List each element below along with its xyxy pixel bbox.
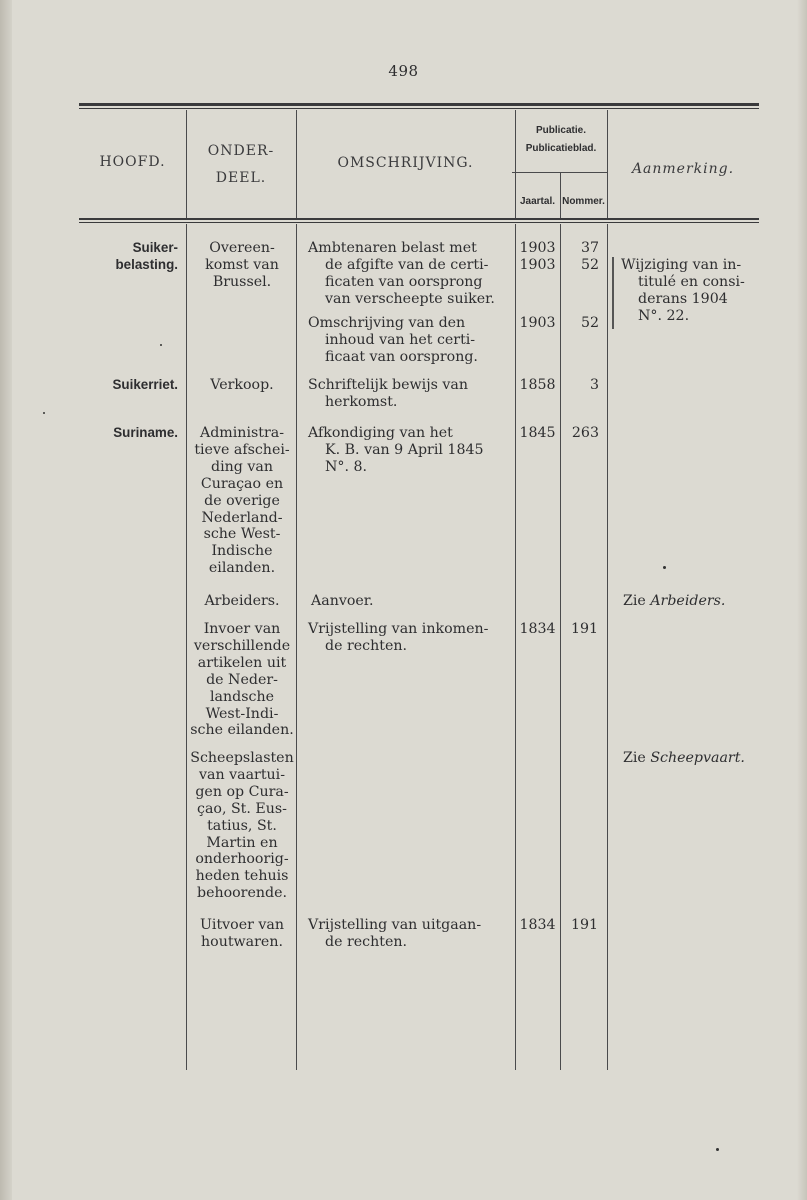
jaartal-cell: 1845 xyxy=(519,425,556,441)
header-publicatieblad: Publicatieblad. xyxy=(525,143,597,154)
omschrijving-cell: Schriftelijk bewijs van herkomst. xyxy=(308,377,469,410)
onderdeel-cell: Administra- tieve afschei- ding van Curaçao en de overige Nederland- sche West- Indische eilanden. xyxy=(194,425,290,577)
header-onderdeel-line1: ONDER- xyxy=(207,143,275,159)
header-hoofd: HOOFD. xyxy=(99,154,166,170)
ink-speck xyxy=(716,1148,719,1151)
header-aanmerking: Aanmerking. xyxy=(631,161,735,177)
hoofd-cell: Suriname. xyxy=(113,425,178,440)
header-publicatie: Publicatie. xyxy=(535,125,586,136)
onderdeel-cell: Overeen- komst van Brussel. xyxy=(205,240,279,290)
nommer-cell: 52 xyxy=(580,315,599,331)
cross-reference: Scheepvaart. xyxy=(650,750,745,766)
nommer-cell: 191 xyxy=(570,621,599,637)
jaartal-cell: 1834 xyxy=(519,917,556,933)
aanmerking-cell: Zie Scheepvaart. xyxy=(623,750,745,766)
ink-speck xyxy=(160,344,162,346)
nommer-cell: 191 xyxy=(570,917,599,933)
header-nommer: Nommer. xyxy=(562,196,605,207)
onderdeel-cell: Invoer van verschillende artikelen uit de Neder- landsche West-Indi- sche eilanden. xyxy=(190,621,294,739)
book-spine-shadow xyxy=(0,0,12,1200)
hoofd-cell: Suikerriet. xyxy=(112,377,178,392)
column-divider xyxy=(186,110,187,218)
cross-reference: Arbeiders. xyxy=(650,593,726,609)
nommer-cell: 263 xyxy=(571,425,599,441)
column-divider xyxy=(186,224,187,1070)
omschrijving-cell: Afkondiging van het K. B. van 9 April 1845 N°. 8. xyxy=(308,425,484,475)
jaartal-cell: 1903 xyxy=(519,315,556,331)
page-number: 498 xyxy=(388,62,419,80)
header-top-rule-thin xyxy=(79,108,759,109)
onderdeel-cell: Verkoop. xyxy=(210,377,274,393)
omschrijving-cell: Omschrijving van den inhoud van het certi- ficaat van oorsprong. xyxy=(308,315,478,365)
aanmerking-cell: Zie Arbeiders. xyxy=(623,593,726,609)
jaartal-cell: 1903 1903 xyxy=(519,240,556,273)
nommer-cell: 37 52 xyxy=(580,240,599,273)
header-bottom-rule xyxy=(79,218,759,220)
omschrijving-cell: Vrijstelling van inkomen- de rechten. xyxy=(308,621,489,654)
publicatie-header-rule xyxy=(512,172,608,173)
brace-mark xyxy=(612,257,614,329)
column-divider xyxy=(296,224,297,1070)
column-divider xyxy=(560,224,561,1070)
ink-speck xyxy=(663,566,666,569)
omschrijving-cell: Ambtenaren belast met de afgifte van de certi- ficaten van oorsprong van verscheepte suiker. xyxy=(308,240,495,307)
ink-speck xyxy=(43,412,45,414)
header-onderdeel-line2: DEEL. xyxy=(215,170,267,186)
omschrijving-cell: Aanvoer. xyxy=(311,593,374,609)
header-top-rule xyxy=(79,103,759,106)
omschrijving-cell: Vrijstelling van uitgaan- de rechten. xyxy=(308,917,482,950)
header-jaartal: Jaartal. xyxy=(519,196,556,207)
hoofd-cell: Suiker- belasting. xyxy=(115,240,178,272)
jaartal-cell: 1858 xyxy=(519,377,556,393)
page-edge xyxy=(797,0,807,1200)
onderdeel-cell: Uitvoer van houtwaren. xyxy=(199,917,285,950)
header-omschrijving: OMSCHRIJVING. xyxy=(337,155,474,171)
column-divider xyxy=(560,172,561,218)
aanmerking-cell: Wijziging van in- titulé en consi- derans 1904 N°. 22. xyxy=(621,257,745,324)
column-divider xyxy=(515,224,516,1070)
jaartal-cell: 1834 xyxy=(519,621,556,637)
nommer-cell: 3 xyxy=(589,377,599,393)
header-bottom-rule-thin xyxy=(79,222,759,223)
onderdeel-cell: Arbeiders. xyxy=(204,593,280,609)
onderdeel-cell: Scheepslasten van vaartui- gen op Cura- çao, St. Eus- tatius, St. Martin en onderhoorig- heden tehuis behoorende. xyxy=(190,750,294,902)
column-divider xyxy=(607,224,608,1070)
